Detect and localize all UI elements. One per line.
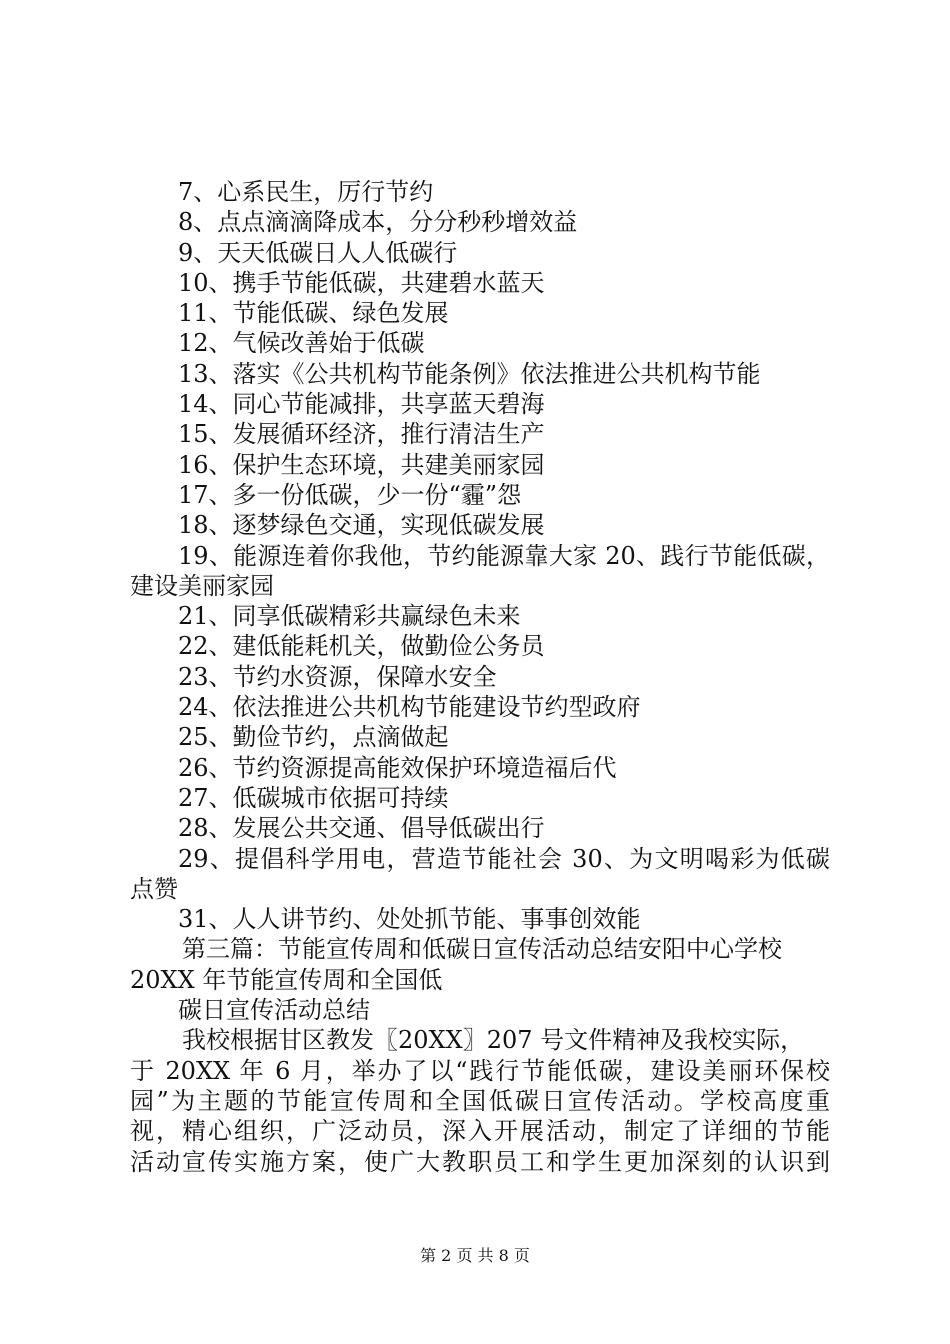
section-heading-line: 碳日宣传活动总结 — [178, 996, 370, 1025]
text-line: 27、低碳城市依据可持续 — [178, 783, 449, 812]
paragraph-line: 活动宣传实施方案，使广大教职员工和学生更加深刻的认识到 — [130, 1147, 830, 1176]
document-body — [130, 177, 830, 1177]
text-line: 10、携手节能低碳，共建碧水蓝天 — [178, 268, 545, 297]
text-line: 17、多一份低碳，少一份“霾”怨 — [178, 480, 522, 509]
page-number-footer: 第 2 页 共 8 页 — [420, 1246, 530, 1265]
text-line: 26、节约资源提高能效保护环境造福后代 — [178, 753, 617, 782]
text-line: 18、逐梦绿色交通，实现低碳发展 — [178, 511, 545, 540]
text-line: 15、发展循环经济，推行清洁生产 — [178, 420, 545, 449]
paragraph-line: 我校根据甘区教发〖20XX〗207 号文件精神及我校实际， — [182, 1026, 805, 1055]
paragraph-line: 于 20XX 年 6 月，举办了以“践行节能低碳，建设美丽环保校 — [130, 1056, 830, 1085]
text-line: 建设美丽家园 — [130, 571, 274, 600]
text-line: 13、落实《公共机构节能条例》依法推进公共机构节能 — [178, 359, 761, 388]
text-line: 16、保护生态环境，共建美丽家园 — [178, 450, 545, 479]
text-line: 22、建低能耗机关，做勤俭公务员 — [178, 632, 545, 661]
text-line: 19、能源连着你我他，节约能源靠大家 20、践行节能低碳， — [178, 541, 830, 570]
paragraph-line: 视，精心组织，广泛动员，深入开展活动，制定了详细的节能 — [130, 1117, 830, 1146]
text-line: 12、气候改善始于低碳 — [178, 329, 425, 358]
text-line: 28、发展公共交通、倡导低碳出行 — [178, 814, 545, 843]
text-line: 31、人人讲节约、处处抓节能、事事创效能 — [178, 905, 641, 934]
text-line: 8、点点滴滴降成本，分分秒秒增效益 — [178, 208, 578, 237]
text-line: 9、天天低碳日人人低碳行 — [178, 238, 458, 267]
text-line: 21、同享低碳精彩共赢绿色未来 — [178, 602, 521, 631]
section-heading-line: 第三篇：节能宣传周和低碳日宣传活动总结安阳中心学校 — [182, 935, 782, 964]
paragraph-line: 园”为主题的节能宣传周和全国低碳日宣传活动。学校高度重 — [130, 1086, 830, 1115]
text-line: 24、依法推进公共机构节能建设节约型政府 — [178, 693, 641, 722]
text-line: 7、心系民生，厉行节约 — [178, 178, 434, 206]
text-line: 11、节能低碳、绿色发展 — [178, 299, 449, 328]
text-line: 点赞 — [130, 874, 178, 903]
text-line: 23、节约水资源，保障水安全 — [178, 662, 497, 691]
text-line: 25、勤俭节约，点滴做起 — [178, 723, 449, 752]
section-heading-line: 20XX 年节能宣传周和全国低 — [130, 965, 443, 994]
text-line: 29、提倡科学用电，营造节能社会 30、为文明喝彩为低碳 — [178, 844, 830, 873]
text-line: 14、同心节能减排，共享蓝天碧海 — [178, 390, 545, 419]
